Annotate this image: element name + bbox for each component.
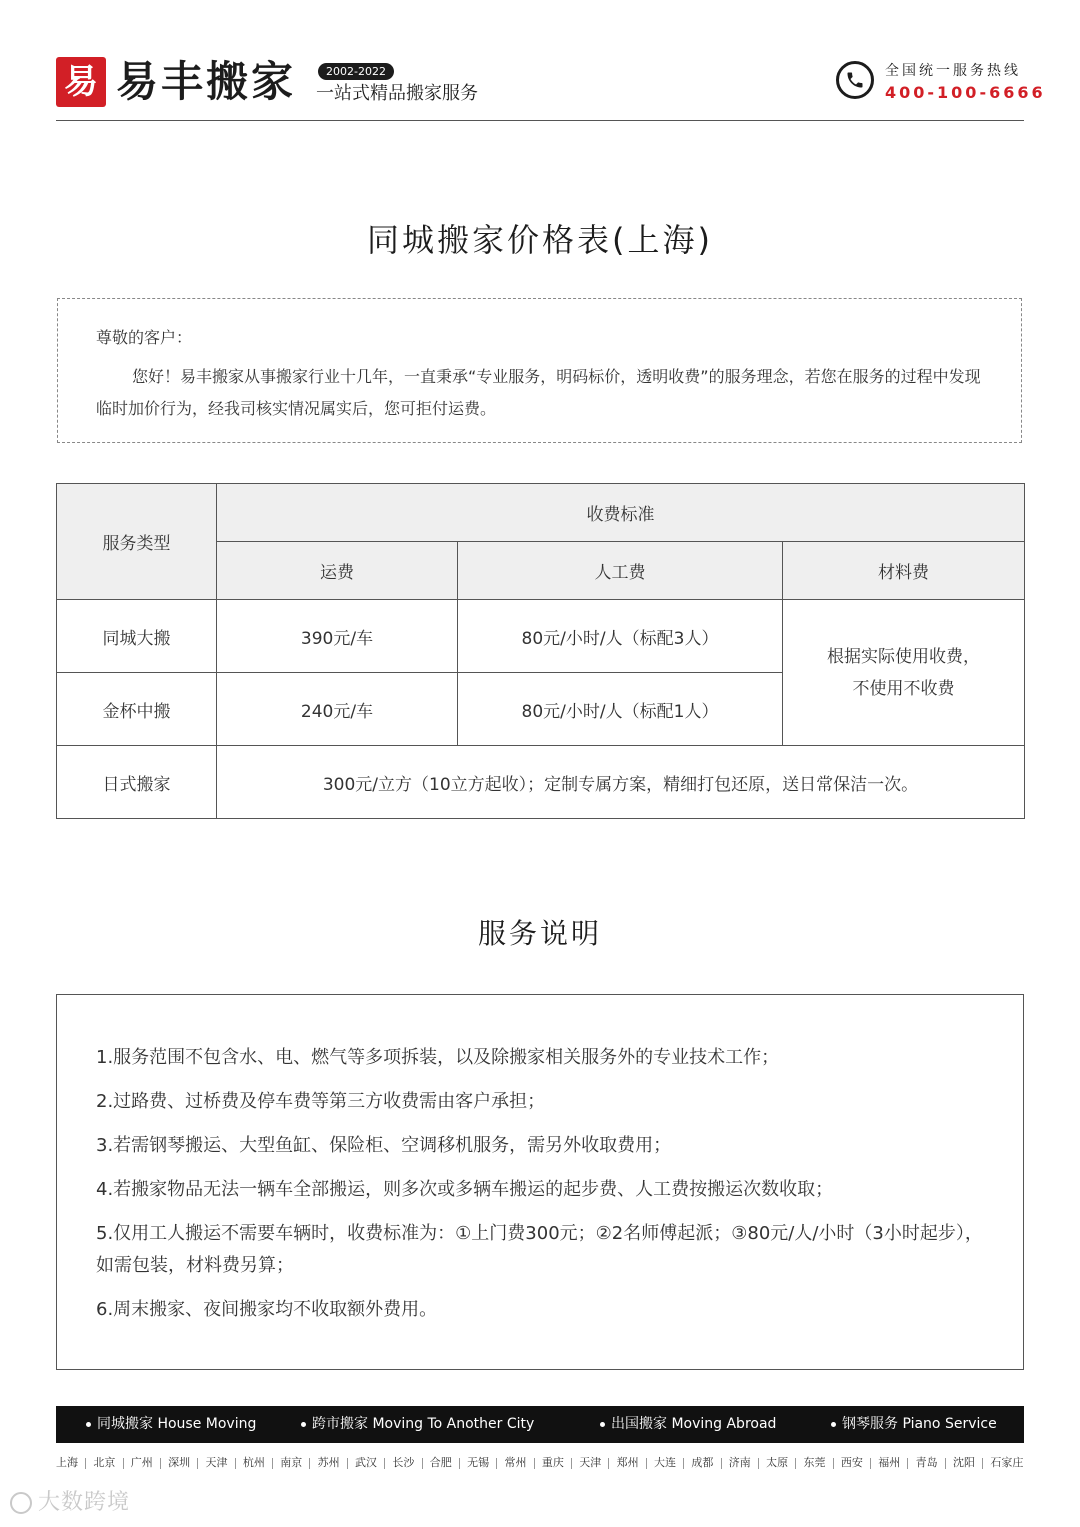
header-material: 材料费 <box>783 542 1025 600</box>
city-link[interactable]: 福州 <box>878 1456 901 1469</box>
hotline-number[interactable]: 400-100-6666 <box>885 83 1046 102</box>
header-freight: 运费 <box>217 542 458 600</box>
city-link[interactable]: 无锡 <box>467 1456 490 1469</box>
city-link[interactable]: 东莞 <box>803 1456 826 1469</box>
material-note-line-2: 不使用不收费 <box>852 678 955 699</box>
watermark <box>10 1488 130 1518</box>
bullet-icon <box>831 1422 836 1427</box>
city-separator <box>459 1458 460 1469</box>
city-separator <box>272 1458 273 1469</box>
city-link[interactable]: 沈阳 <box>953 1456 975 1469</box>
city-separator <box>907 1458 908 1469</box>
years-badge: 2002-2022 <box>318 63 394 80</box>
city-link[interactable]: 苏州 <box>317 1456 340 1469</box>
table-row <box>57 600 1025 673</box>
freight-price: 390元/车 <box>217 600 458 673</box>
header-labor: 人工费 <box>458 542 783 600</box>
service-name: 金杯中搬 <box>57 673 217 746</box>
header-divider <box>56 120 1024 121</box>
city-separator <box>309 1458 310 1469</box>
footer-service-item[interactable]: 钢琴服务 Piano Service <box>831 1406 997 1443</box>
city-link[interactable]: 深圳 <box>168 1456 191 1469</box>
city-link[interactable]: 济南 <box>728 1456 751 1469</box>
city-link[interactable]: 合肥 <box>429 1456 452 1469</box>
hotline-label: 全国统一服务热线 <box>885 63 1021 79</box>
city-separator <box>197 1458 198 1469</box>
list-item: 5.仅用工人搬运不需要车辆时，收费标准为：①上门费300元；②2名师傅起派；③80元/人/小时（3小时起步），如需包装，材料费另算； <box>96 1223 983 1276</box>
city-separator <box>870 1458 871 1469</box>
city-separator <box>758 1458 759 1469</box>
notes-list <box>96 1042 986 1338</box>
watermark-icon <box>10 1492 32 1514</box>
city-separator <box>160 1458 161 1469</box>
city-separator <box>347 1458 348 1469</box>
city-separator <box>608 1458 609 1469</box>
city-link[interactable]: 长沙 <box>392 1456 415 1469</box>
page-title: 同城搬家价格表(上海) <box>367 221 713 259</box>
city-link[interactable]: 天津 <box>205 1456 228 1469</box>
city-separator <box>646 1458 647 1469</box>
brand-logo <box>56 57 106 107</box>
material-note-line-1: 根据实际使用收费， <box>827 646 980 667</box>
city-link[interactable]: 石家庄 <box>990 1456 1024 1469</box>
city-link[interactable]: 南京 <box>280 1456 303 1469</box>
section-title: 服务说明 <box>477 917 602 950</box>
city-link[interactable]: 西安 <box>840 1456 863 1469</box>
city-link[interactable]: 上海 <box>56 1456 78 1469</box>
list-item: 6.周末搬家、夜间搬家均不收取额外费用。 <box>96 1299 438 1320</box>
city-separator <box>496 1458 497 1469</box>
header-fee-standard: 收费标准 <box>217 484 1025 542</box>
city-separator <box>683 1458 684 1469</box>
city-separator <box>534 1458 535 1469</box>
city-link[interactable]: 广州 <box>130 1456 153 1469</box>
city-link[interactable]: 杭州 <box>242 1456 265 1469</box>
city-separator <box>982 1458 983 1469</box>
service-name: 日式搬家 <box>57 746 217 819</box>
city-separator <box>721 1458 722 1469</box>
city-link[interactable]: 青岛 <box>915 1456 938 1469</box>
header-service-type: 服务类型 <box>57 484 217 600</box>
city-link[interactable]: 成都 <box>691 1456 714 1469</box>
city-separator <box>384 1458 385 1469</box>
bullet-icon <box>600 1422 605 1427</box>
notice-body: 您好！易丰搬家从事搬家行业十几年，一直秉承“专业服务，明码标价，透明收费”的服务理念，若您在服务的过程中发现临时加价行为，经我司核实情况属实后，您可拒付运费。 <box>96 367 981 418</box>
list-item: 3.若需钢琴搬运、大型鱼缸、保险柜、空调移机服务，需另外收取费用； <box>96 1135 672 1156</box>
list-item: 1.服务范围不包含水、电、燃气等多项拆装，以及除搬家相关服务外的专业技术工作； <box>96 1047 780 1068</box>
watermark-text: 大数跨境 <box>38 1490 131 1515</box>
list-item: 4.若搬家物品无法一辆车全部搬运，则多次或多辆车搬运的起步费、人工费按搬运次数收取； <box>96 1179 834 1200</box>
city-link[interactable]: 大连 <box>654 1456 676 1469</box>
city-separator <box>945 1458 946 1469</box>
city-link[interactable]: 北京 <box>93 1456 116 1469</box>
notice-greeting: 尊敬的客户： <box>96 328 193 347</box>
material-note <box>783 600 1025 746</box>
city-separator <box>795 1458 796 1469</box>
city-link[interactable]: 武汉 <box>355 1456 377 1469</box>
city-separator <box>235 1458 236 1469</box>
brand-slogan: 一站式精品搬家服务 <box>316 83 478 104</box>
footer-service-item[interactable]: 同城搬家 House Moving <box>86 1406 256 1443</box>
bullet-icon <box>301 1422 306 1427</box>
japanese-service-desc: 300元/立方（10立方起收）；定制专属方案，精细打包还原，送日常保洁一次。 <box>217 746 1025 819</box>
city-link[interactable]: 重庆 <box>541 1456 564 1469</box>
list-item: 2.过路费、过桥费及停车费等第三方收费需由客户承担； <box>96 1091 546 1112</box>
city-separator <box>123 1458 124 1469</box>
city-list <box>56 1455 1024 1471</box>
brand-logo-glyph: 易 <box>64 62 98 102</box>
freight-price: 240元/车 <box>217 673 458 746</box>
footer-service-item[interactable]: 跨市搬家 Moving To Another City <box>301 1406 534 1443</box>
city-link[interactable]: 郑州 <box>616 1456 639 1469</box>
brand-name: 易丰搬家 <box>116 57 297 106</box>
city-link[interactable]: 太原 <box>766 1456 789 1469</box>
footer-services-bar <box>56 1406 1024 1443</box>
price-table <box>56 483 1025 819</box>
labor-price: 80元/小时/人（标配3人） <box>458 600 783 673</box>
service-name: 同城大搬 <box>57 600 217 673</box>
city-separator <box>85 1458 86 1469</box>
city-link[interactable]: 天津 <box>579 1456 602 1469</box>
city-separator <box>422 1458 423 1469</box>
phone-icon <box>836 61 874 99</box>
table-row <box>57 746 1025 819</box>
bullet-icon <box>86 1422 91 1427</box>
city-link[interactable]: 常州 <box>504 1456 527 1469</box>
labor-price: 80元/小时/人（标配1人） <box>458 673 783 746</box>
city-separator <box>571 1458 572 1469</box>
city-separator <box>833 1458 834 1469</box>
footer-service-item[interactable]: 出国搬家 Moving Abroad <box>600 1406 776 1443</box>
